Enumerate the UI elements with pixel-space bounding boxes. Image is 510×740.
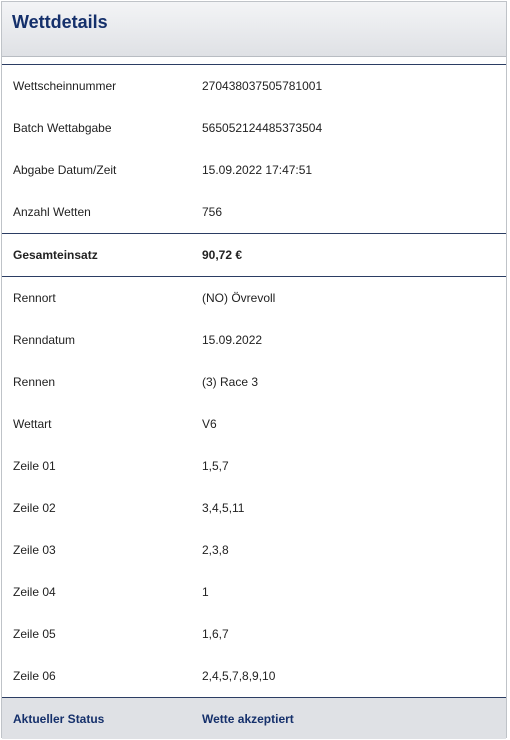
detail-value: 1,6,7 <box>202 627 229 641</box>
detail-label: Zeile 05 <box>13 627 56 641</box>
detail-label: Batch Wettabgabe <box>13 121 112 135</box>
detail-value: 3,4,5,11 <box>202 501 245 515</box>
detail-row-venue <box>2 277 506 319</box>
detail-row-batch <box>2 107 506 149</box>
total-value: 90,72 € <box>202 248 243 262</box>
detail-row-line-05 <box>2 613 506 655</box>
detail-value: (NO) Övrevoll <box>202 291 276 305</box>
detail-value: 15.09.2022 17:47:51 <box>202 163 313 177</box>
detail-value: 15.09.2022 <box>202 333 263 347</box>
detail-row-race <box>2 361 506 403</box>
panel-header <box>2 2 506 57</box>
detail-row-ticket-number <box>2 65 506 107</box>
detail-label: Zeile 04 <box>13 585 56 599</box>
detail-value: 1 <box>202 585 209 599</box>
detail-row-line-01 <box>2 445 506 487</box>
detail-value: 1,5,7 <box>202 459 229 473</box>
detail-row-line-06 <box>2 655 506 697</box>
detail-label: Zeile 06 <box>13 669 56 683</box>
detail-value: 2,4,5,7,8,9,10 <box>202 669 276 683</box>
detail-label: Zeile 03 <box>13 543 56 557</box>
detail-value: 565052124485373504 <box>202 121 323 135</box>
details-list-bottom <box>2 277 506 697</box>
detail-row-submission-time <box>2 149 506 191</box>
detail-label: Wettart <box>13 417 52 431</box>
total-stake-row <box>2 233 506 277</box>
detail-value: 756 <box>202 205 223 219</box>
details-list-top <box>2 65 506 233</box>
detail-value: 270438037505781001 <box>202 79 323 93</box>
detail-label: Rennort <box>13 291 56 305</box>
detail-label: Renndatum <box>13 333 76 347</box>
detail-label: Zeile 01 <box>13 459 56 473</box>
total-label: Gesamteinsatz <box>13 248 98 262</box>
detail-label: Abgabe Datum/Zeit <box>13 163 117 177</box>
status-label: Aktueller Status <box>13 711 105 726</box>
divider <box>2 57 506 65</box>
detail-label: Zeile 02 <box>13 501 56 515</box>
detail-row-bet-type <box>2 403 506 445</box>
detail-label: Anzahl Wetten <box>13 205 91 219</box>
detail-value: (3) Race 3 <box>202 375 259 389</box>
detail-value: 2,3,8 <box>202 543 229 557</box>
detail-row-bet-count <box>2 191 506 233</box>
detail-label: Wettscheinnummer <box>13 79 117 93</box>
detail-row-line-04 <box>2 571 506 613</box>
page-title: Wettdetails <box>12 12 108 32</box>
detail-value: V6 <box>202 417 217 431</box>
detail-label: Rennen <box>13 375 56 389</box>
bet-details-panel <box>1 1 507 738</box>
detail-row-line-02 <box>2 487 506 529</box>
detail-row-race-date <box>2 319 506 361</box>
detail-row-line-03 <box>2 529 506 571</box>
status-row <box>2 697 506 739</box>
status-value: Wette akzeptiert <box>202 711 294 726</box>
